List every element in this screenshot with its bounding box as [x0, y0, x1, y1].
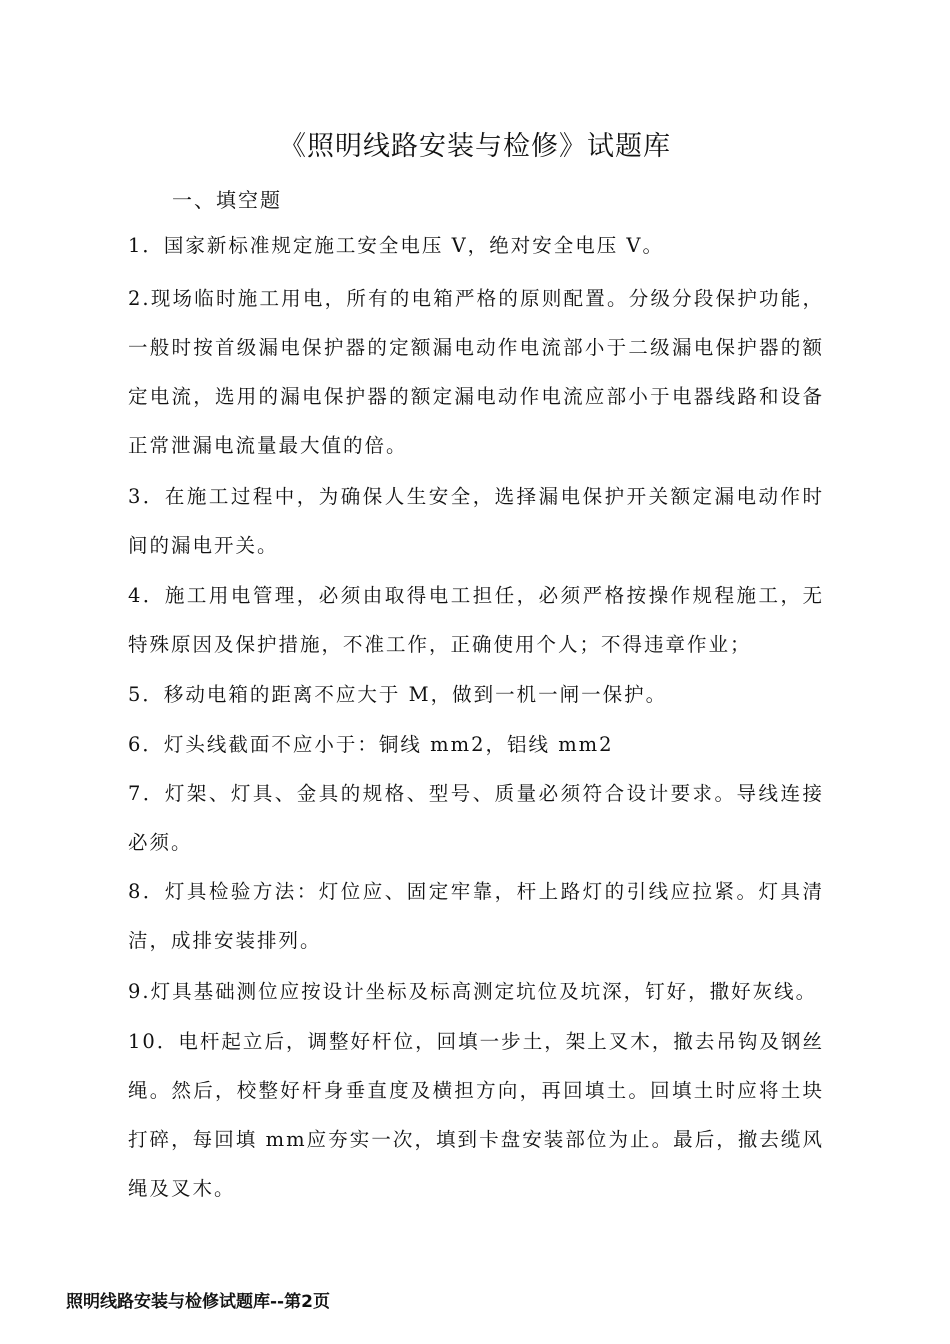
question-5: 5．移动电箱的距离不应大于 M，做到一机一闸一保护。: [128, 683, 668, 706]
question-7: 7．灯架、灯具、金具的规格、型号、质量必须符合设计要求。导线连接必须。: [128, 782, 824, 854]
section-heading: 一、填空题: [172, 188, 282, 212]
question-2: 2.现场临时施工用电，所有的电箱严格的原则配置。分级分段保护功能，一般时按首级漏电保护器的定额漏电动作电流部小于二级漏电保护器的额定电流，选用的漏电保护器的额定漏电动作电流应部小于电器线路和设备正常泄漏电流量最大值的倍。: [128, 287, 824, 457]
question-10: 10．电杆起立后，调整好杆位，回填一步土，架上叉木，撤去吊钩及钢丝绳。然后，校整好杆身垂直度及横担方向，再回填土。回填土时应将土块打碎，每回填 mm应夯实一次，填到卡盘安装部位为止。最后，撤去缆风绳及叉木。: [128, 1030, 824, 1200]
question-1: 1．国家新标准规定施工安全电压 V，绝对安全电压 V。: [128, 234, 664, 257]
document-title: 《照明线路安装与检修》试题库: [279, 131, 671, 162]
question-3: 3．在施工过程中，为确保人生安全，选择漏电保护开关额定漏电动作时间的漏电开关。: [128, 485, 824, 557]
question-6: 6．灯头线截面不应小于：铜线 mm2，铝线 mm2: [128, 733, 614, 756]
question-9: 9.灯具基础测位应按设计坐标及标高测定坑位及坑深，钉好，撒好灰线。: [128, 980, 818, 1003]
question-4: 4．施工用电管理，必须由取得电工担任，必须严格按操作规程施工，无特殊原因及保护措施，不准工作，正确使用个人；不得违章作业；: [128, 584, 824, 656]
page-footer: 照明线路安装与检修试题库--第2页: [66, 1292, 330, 1312]
question-8: 8．灯具检验方法：灯位应、固定牢靠，杆上路灯的引线应拉紧。灯具清洁，成排安装排列。: [128, 880, 824, 952]
